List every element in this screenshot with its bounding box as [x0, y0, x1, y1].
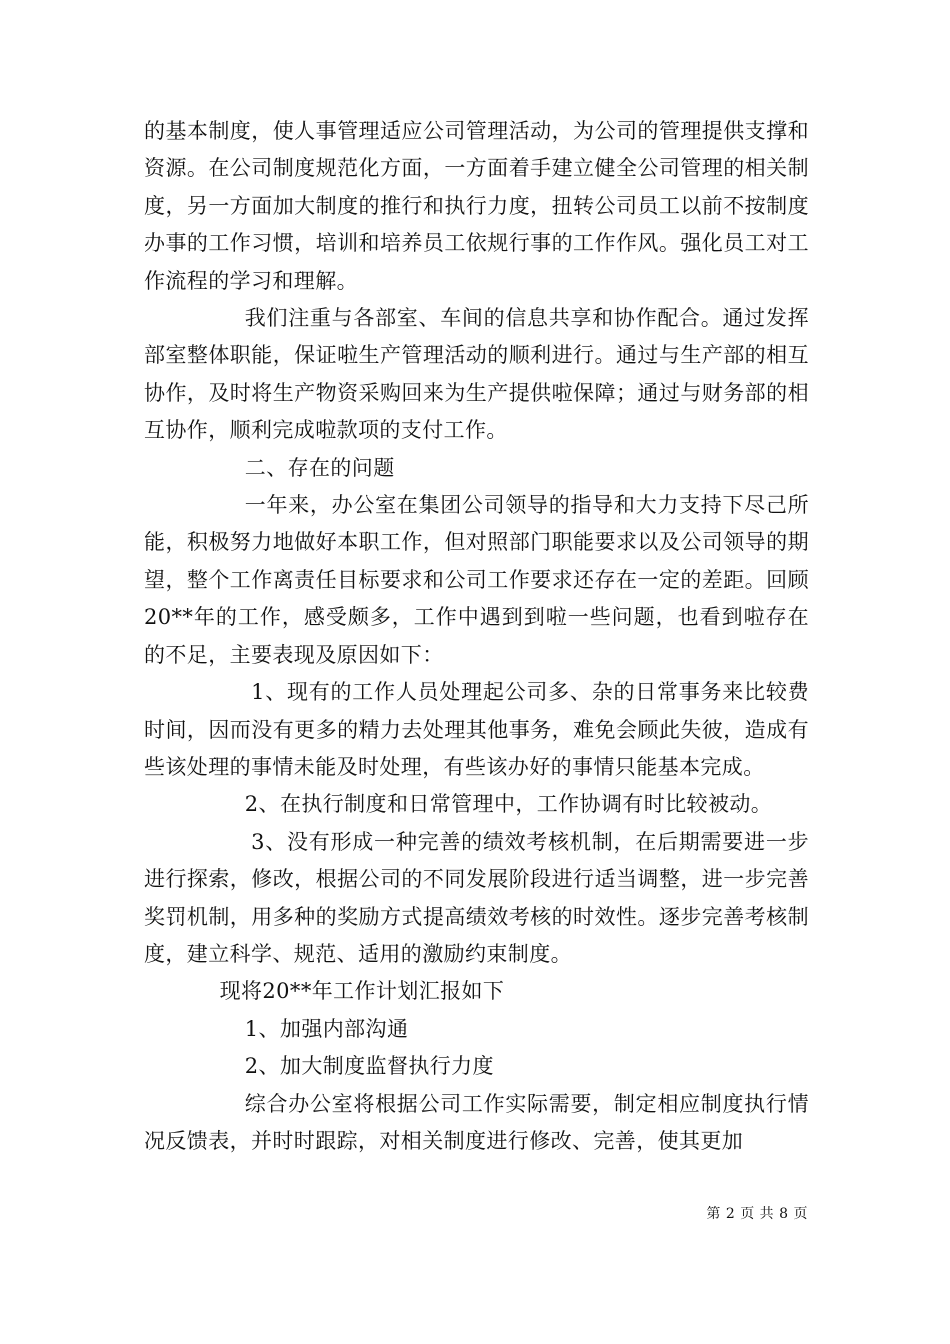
problem-item-3: 3、没有形成一种完善的绩效考核机制，在后期需要进一步进行探索，修改，根据公司的不同发展阶段进行适当调整，进一步完善奖罚机制，用多种的奖励方式提高绩效考核的时效性。逐步完善考核制度，建立科学、规范、适用的激励约束制度。 — [144, 829, 809, 966]
problem-item-1: 1、现有的工作人员处理起公司多、杂的日常事务来比较费时间，因而没有更多的精力去处理其他事务，难免会顾此失彼，造成有些该处理的事情未能及时处理，有些该办好的事情只能基本完成。 — [144, 680, 809, 779]
page-number: 第 2 页 共 8 页 — [706, 1206, 808, 1222]
plan-item-1: 1、加强内部沟通 — [244, 1016, 409, 1041]
problem-item-2: 2、在执行制度和日常管理中，工作协调有时比较被动。 — [244, 792, 773, 817]
plan-item-2: 2、加大制度监督执行力度 — [244, 1054, 494, 1079]
paragraph-1: 的基本制度，使人事管理适应公司管理活动，为公司的管理提供支撑和资源。在公司制度规范化方面，一方面着手建立健全公司管理的相关制度，另一方面加大制度的推行和执行力度，扭转公司员工以前不按制度办事的工作习惯，培训和培养员工依规行事的工作作风。强化员工对工作流程的学习和理解。 — [144, 119, 809, 293]
plan-intro: 现将20**年工作计划汇报如下 — [219, 979, 505, 1004]
paragraph-2: 我们注重与各部室、车间的信息共享和协作配合。通过发挥部室整体职能，保证啦生产管理活动的顺利进行。通过与生产部的相互协作，及时将生产物资采购回来为生产提供啦保障；通过与财务部的相互协作，顺利完成啦款项的支付工作。 — [144, 306, 809, 443]
paragraph-3: 一年来，办公室在集团公司领导的指导和大力支持下尽己所能，积极努力地做好本职工作，但对照部门职能要求以及公司领导的期望，整个工作离责任目标要求和公司工作要求还存在一定的差距。回顾20**年的工作，感受颇多，工作中遇到到啦一些问题，也看到啦存在的不足，主要表现及原因如下： — [144, 493, 809, 667]
section-heading: 二、存在的问题 — [244, 455, 395, 480]
paragraph-final: 综合办公室将根据公司工作实际需要，制定相应制度执行情况反馈表，并时时跟踪，对相关制度进行修改、完善，使其更加 — [144, 1091, 809, 1153]
document-body — [144, 113, 809, 1160]
